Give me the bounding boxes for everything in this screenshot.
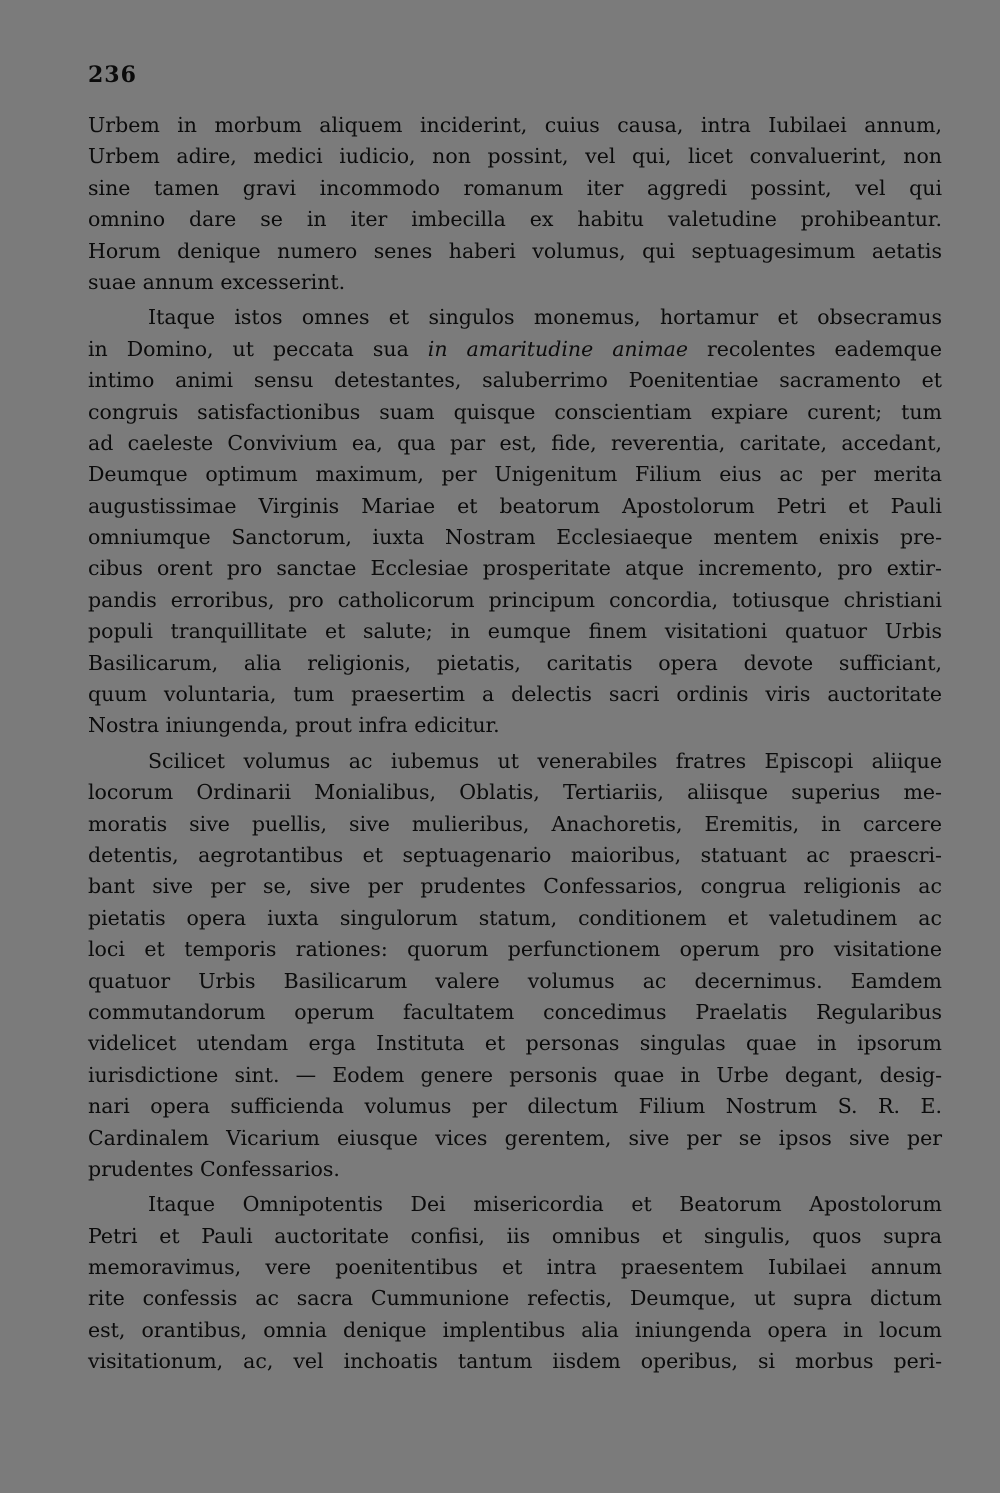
text-line: Cardinalem Vicarium eiusque vices gerentem, sive per se ipsos sive per: [88, 1125, 942, 1150]
page-number: 236: [88, 62, 137, 88]
text-line: cibus orent pro sanctae Ecclesiae prosperitate atque incremento, pro extir-: [88, 556, 942, 581]
text-line: Itaque Omnipotentis Dei misericordia et Beatorum Apostolorum: [148, 1192, 942, 1217]
text-line: loci et temporis rationes: quorum perfunctionem operum pro visitatione: [88, 937, 942, 962]
text-line: omniumque Sanctorum, iuxta Nostram Ecclesiaeque mentem enixis pre-: [88, 525, 942, 550]
text-line: Scilicet volumus ac iubemus ut venerabiles fratres Episcopi aliique: [148, 748, 942, 773]
text-line: iurisdictione sint. — Eodem genere personis quae in Urbe degant, desig-: [88, 1062, 942, 1087]
text-line: detentis, aegrotantibus et septuagenario maioribus, statuant ac praescri-: [88, 842, 942, 867]
text-line: locorum Ordinarii Monialibus, Oblatis, Tertiariis, aliisque superius me-: [88, 780, 942, 805]
text-line: Basilicarum, alia religionis, pietatis, caritatis opera devote sufficiant,: [88, 650, 942, 675]
text-line: augustissimae Virginis Mariae et beatorum Apostolorum Petri et Pauli: [88, 493, 942, 518]
body-text: [88, 110, 942, 1378]
text-segment: in Domino, ut peccata sua: [88, 336, 428, 361]
text-line: Itaque istos omnes et singulos monemus, hortamur et obsecramus: [148, 305, 942, 330]
text-line: moratis sive puellis, sive mulieribus, Anachoretis, Eremitis, in carcere: [88, 811, 942, 836]
text-line: suae annum excesserint.: [88, 269, 346, 294]
text-line: memoravimus, vere poenitentibus et intra praesentem Iubilaei annum: [88, 1255, 942, 1280]
text-line: prudentes Confessarios.: [88, 1156, 340, 1181]
text-line: sine tamen gravi incommodo romanum iter aggredi possint, vel qui: [88, 175, 942, 200]
text-line: Horum denique numero senes haberi volumus, qui septuagesimum aetatis: [88, 238, 942, 263]
paragraph-3: [88, 746, 942, 1185]
text-line: Urbem in morbum aliquem inciderint, cuius causa, intra Iubilaei annum,: [88, 113, 942, 137]
text-line: pandis erroribus, pro catholicorum principum concordia, totiusque christiani: [88, 587, 942, 612]
italic-phrase: in amaritudine animae: [427, 336, 688, 361]
text-line: pietatis opera iuxta singulorum statum, conditionem et valetudinem ac: [88, 905, 942, 930]
text-line: intimo animi sensu detestantes, saluberrimo Poenitentiae sacramento et: [88, 368, 942, 393]
text-line: Urbem adire, medici iudicio, non possint, vel qui, licet convaluerint, non: [88, 144, 942, 169]
text-line: Deumque optimum maximum, per Unigenitum Filium eius ac per merita: [88, 462, 942, 487]
text-segment: recolentes eademque: [688, 336, 943, 361]
text-line: rite confessis ac sacra Cummunione refectis, Deumque, ut supra dictum: [88, 1286, 942, 1311]
text-line: visitationum, ac, vel inchoatis tantum iisdem operibus, si morbus peri-: [88, 1349, 942, 1374]
text-line: quatuor Urbis Basilicarum valere volumus ac decernimus. Eamdem: [88, 968, 942, 993]
text-line-with-italic: [88, 334, 942, 365]
paragraph-1: [88, 110, 942, 298]
text-line: populi tranquillitate et salute; in eumque finem visitationi quatuor Urbis: [88, 619, 942, 644]
text-line: ad caeleste Convivium ea, qua par est, fide, reverentia, caritate, accedant,: [88, 430, 942, 455]
paragraph-2: [88, 302, 942, 741]
text-line: omnino dare se in iter imbecilla ex habitu valetudine prohibeantur.: [88, 207, 942, 232]
text-line: nari opera sufficienda volumus per dilectum Filium Nostrum S. R. E.: [88, 1094, 942, 1119]
text-line: Nostra iniungenda, prout infra edicitur.: [88, 713, 500, 738]
text-line: congruis satisfactionibus suam quisque conscientiam expiare curent; tum: [88, 399, 942, 424]
paragraph-4: [88, 1189, 942, 1377]
text-line: commutandorum operum facultatem concedimus Praelatis Regularibus: [88, 999, 942, 1024]
text-line: videlicet utendam erga Instituta et personas singulas quae in ipsorum: [88, 1031, 942, 1056]
text-line: quum voluntaria, tum praesertim a delectis sacri ordinis viris auctoritate: [88, 682, 942, 707]
text-line: est, orantibus, omnia denique implentibus alia iniungenda opera in locum: [88, 1317, 942, 1342]
text-line: bant sive per se, sive per prudentes Confessarios, congrua religionis ac: [88, 874, 942, 899]
text-line: Petri et Pauli auctoritate confisi, iis omnibus et singulis, quos supra: [88, 1223, 942, 1248]
